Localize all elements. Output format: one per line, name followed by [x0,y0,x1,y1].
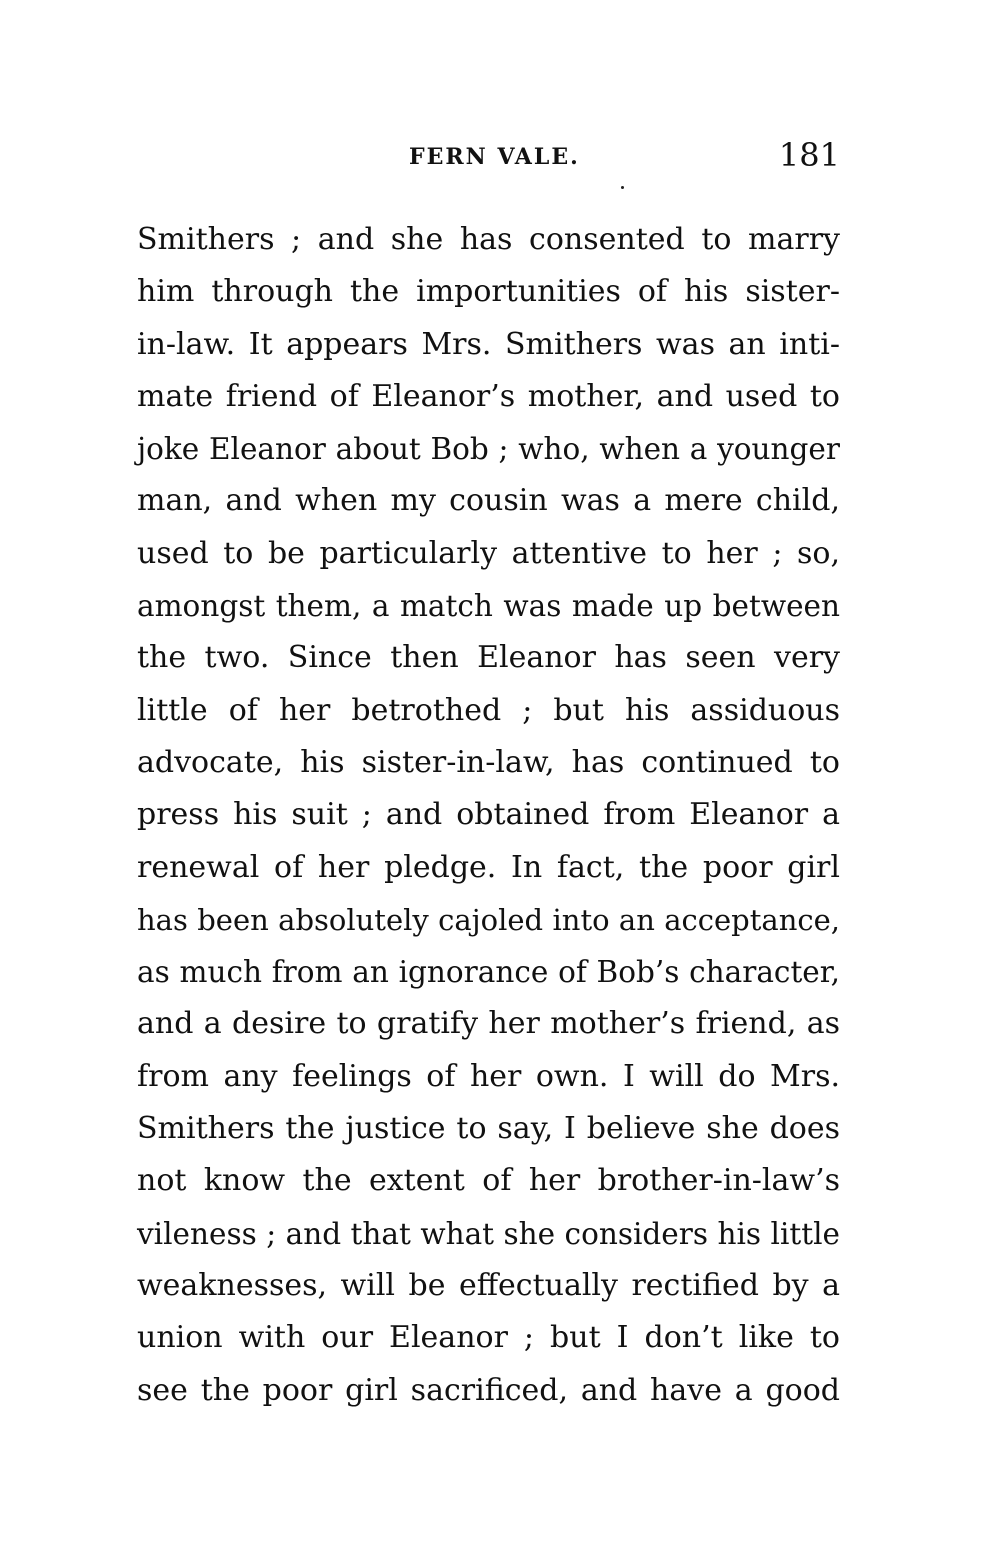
text-line: him through the importunities of his sister- [137,274,840,310]
running-head [137,136,840,180]
running-title: FERN VALE. [409,144,580,170]
print-speck [621,186,624,189]
text-line: the two. Since then Eleanor has seen very [137,640,840,676]
text-line: Smithers the justice to say, I believe she does [137,1111,840,1147]
text-line: joke Eleanor about Bob ; who, when a younger [137,432,840,467]
text-line: see the poor girl sacrificed, and have a good [137,1372,840,1408]
body-text [137,214,840,1434]
text-line: vileness ; and that what she considers his little [137,1216,840,1251]
text-line: advocate, his sister-in-law, has continued to [137,744,840,780]
page-number: 181 [778,136,840,174]
text-line: from any feelings of her own. I will do Mrs. [137,1058,840,1094]
text-line: as much from an ignorance of Bob’s character, [137,955,840,990]
text-line: in-law. It appears Mrs. Smithers was an inti- [137,326,840,362]
text-line: amongst them, a match was made up between [137,589,840,624]
text-line: has been absolutely cajoled into an acceptance, [137,902,840,937]
text-line: press his suit ; and obtained from Eleanor a [137,797,840,833]
text-line: man, and when my cousin was a mere child, [137,483,840,519]
text-line: not know the extent of her brother-in-law’s [137,1163,840,1199]
text-line: little of her betrothed ; but his assiduous [137,692,840,728]
text-line: Smithers ; and she has consented to marry [137,222,840,257]
text-line: union with our Eleanor ; but I don’t like to [137,1320,840,1356]
text-line: weaknesses, will be effectually rectified by a [137,1267,840,1303]
text-line: renewal of her pledge. In fact, the poor girl [137,849,840,885]
text-line: and a desire to gratify her mother’s friend, as [137,1006,840,1042]
text-line: mate friend of Eleanor’s mother, and used to [137,378,840,414]
text-line: used to be particularly attentive to her ; so, [137,535,840,571]
